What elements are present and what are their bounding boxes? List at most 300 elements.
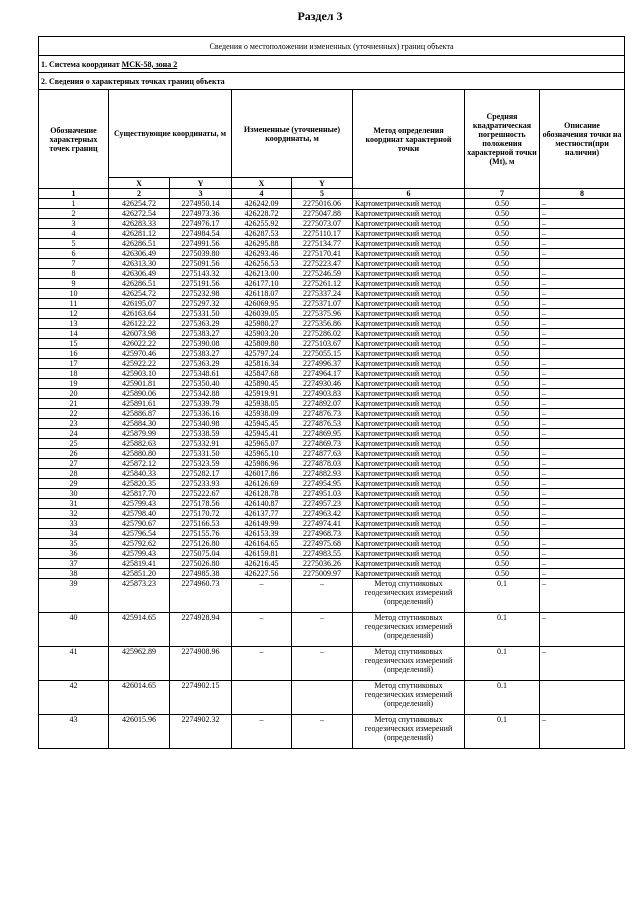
table-row <box>39 289 625 299</box>
changed-y-cell: 2274892.07 <box>292 399 353 409</box>
description-cell: – <box>540 289 625 299</box>
existing-y-cell: 2275363.29 <box>170 359 232 369</box>
changed-y-cell: – <box>292 613 353 647</box>
point-number-cell: 14 <box>39 329 109 339</box>
changed-x-cell: 426140.87 <box>232 499 292 509</box>
header-changed-coords: Измененные (уточненные) координаты, м <box>232 90 353 178</box>
point-number-cell: 28 <box>39 469 109 479</box>
accuracy-cell: 0.50 <box>465 349 540 359</box>
existing-y-cell: 2275331.50 <box>170 309 232 319</box>
table-row <box>39 199 625 209</box>
accuracy-cell: 0.50 <box>465 559 540 569</box>
method-cell: Картометрический метод <box>353 519 465 529</box>
description-cell: – <box>540 459 625 469</box>
header-existing-coords: Существующие координаты, м <box>109 90 232 178</box>
point-number-cell: 42 <box>39 681 109 715</box>
method-cell: Картометрический метод <box>353 369 465 379</box>
table-row <box>39 449 625 459</box>
existing-y-cell: 2275390.08 <box>170 339 232 349</box>
existing-y-cell: 2275170.72 <box>170 509 232 519</box>
existing-x-cell: 425891.61 <box>109 399 170 409</box>
changed-x-cell: 426118.07 <box>232 289 292 299</box>
description-cell: – <box>540 239 625 249</box>
accuracy-cell: 0.50 <box>465 459 540 469</box>
description-cell <box>540 529 625 539</box>
existing-x-cell: 425873.23 <box>109 579 170 613</box>
accuracy-cell: 0.50 <box>465 319 540 329</box>
existing-y-cell: 2275026.80 <box>170 559 232 569</box>
existing-x-cell: 425922.22 <box>109 359 170 369</box>
method-cell: Картометрический метод <box>353 269 465 279</box>
existing-y-cell: 2275091.56 <box>170 259 232 269</box>
table-row <box>39 399 625 409</box>
description-cell: – <box>540 329 625 339</box>
existing-x-cell: 425970.46 <box>109 349 170 359</box>
changed-x-cell: 426295.88 <box>232 239 292 249</box>
point-number-cell: 27 <box>39 459 109 469</box>
table-row <box>39 209 625 219</box>
table-row <box>39 569 625 579</box>
description-cell: – <box>540 429 625 439</box>
changed-x-cell: 426293.46 <box>232 249 292 259</box>
method-cell: Картометрический метод <box>353 259 465 269</box>
existing-x-cell: 425817.70 <box>109 489 170 499</box>
point-number-cell: 1 <box>39 199 109 209</box>
description-cell: – <box>540 469 625 479</box>
changed-x-cell: 426149.99 <box>232 519 292 529</box>
method-cell: Картометрический метод <box>353 479 465 489</box>
table-row <box>39 647 625 681</box>
changed-y-cell: 2275286.02 <box>292 329 353 339</box>
method-cell: Картометрический метод <box>353 199 465 209</box>
accuracy-cell: 0.50 <box>465 549 540 559</box>
description-cell: – <box>540 549 625 559</box>
existing-y-cell: 2275340.98 <box>170 419 232 429</box>
changed-y-cell: 2275337.24 <box>292 289 353 299</box>
description-cell: – <box>540 613 625 647</box>
point-number-cell: 16 <box>39 349 109 359</box>
column-number: 6 <box>353 189 465 199</box>
changed-y-cell: 2274983.55 <box>292 549 353 559</box>
changed-x-cell: 425965.10 <box>232 449 292 459</box>
existing-y-cell: 2275332.91 <box>170 439 232 449</box>
accuracy-cell: 0.50 <box>465 209 540 219</box>
existing-y-cell: 2274950.14 <box>170 199 232 209</box>
accuracy-cell: 0.50 <box>465 269 540 279</box>
method-cell: Метод спутниковых геодезических измерений (определений) <box>353 647 465 681</box>
table-row <box>39 681 625 715</box>
changed-y-cell: 2274975.68 <box>292 539 353 549</box>
table-row <box>39 469 625 479</box>
table-row <box>39 539 625 549</box>
changed-y-cell: 2274996.37 <box>292 359 353 369</box>
point-number-cell: 22 <box>39 409 109 419</box>
method-cell: Метод спутниковых геодезических измерений (определений) <box>353 579 465 613</box>
method-cell: Метод спутниковых геодезических измерений (определений) <box>353 715 465 749</box>
changed-x-cell: 425890.45 <box>232 379 292 389</box>
accuracy-cell: 0.50 <box>465 439 540 449</box>
method-cell: Картометрический метод <box>353 559 465 569</box>
changed-x-cell: 426256.53 <box>232 259 292 269</box>
method-cell: Картометрический метод <box>353 549 465 559</box>
header-x2: X <box>232 178 292 189</box>
header-accuracy: Средняя квадратическая погрешность положения характерной точки (Mt), м <box>465 90 540 189</box>
changed-y-cell: 2275103.67 <box>292 339 353 349</box>
point-number-cell: 5 <box>39 239 109 249</box>
header-x: X <box>109 178 170 189</box>
changed-y-cell: 2275223.47 <box>292 259 353 269</box>
point-number-cell: 21 <box>39 399 109 409</box>
changed-x-cell: 426287.53 <box>232 229 292 239</box>
point-number-cell: 35 <box>39 539 109 549</box>
description-cell <box>540 439 625 449</box>
point-number-cell: 38 <box>39 569 109 579</box>
existing-y-cell: 2275166.53 <box>170 519 232 529</box>
existing-x-cell: 425886.87 <box>109 409 170 419</box>
table-row <box>39 579 625 613</box>
points-section-label: 2. Сведения о характерных точках границ объекта <box>39 73 625 90</box>
changed-y-cell: 2275047.88 <box>292 209 353 219</box>
changed-y-cell: 2275375.96 <box>292 309 353 319</box>
existing-y-cell: 2274976.17 <box>170 219 232 229</box>
point-number-cell: 19 <box>39 379 109 389</box>
changed-y-cell: 2274930.46 <box>292 379 353 389</box>
existing-x-cell: 425790.67 <box>109 519 170 529</box>
method-cell: Картометрический метод <box>353 469 465 479</box>
description-cell <box>540 349 625 359</box>
method-cell: Картометрический метод <box>353 229 465 239</box>
description-cell: – <box>540 715 625 749</box>
existing-x-cell: 425880.80 <box>109 449 170 459</box>
existing-x-cell: 425792.62 <box>109 539 170 549</box>
existing-x-cell: 426015.96 <box>109 715 170 749</box>
accuracy-cell: 0.50 <box>465 289 540 299</box>
description-cell: – <box>540 249 625 259</box>
existing-x-cell: 425882.63 <box>109 439 170 449</box>
existing-y-cell: 2274928.94 <box>170 613 232 647</box>
existing-x-cell: 425890.06 <box>109 389 170 399</box>
point-number-cell: 2 <box>39 209 109 219</box>
changed-x-cell: 426069.95 <box>232 299 292 309</box>
accuracy-cell: 0.50 <box>465 409 540 419</box>
point-number-cell: 24 <box>39 429 109 439</box>
existing-y-cell: 2275232.98 <box>170 289 232 299</box>
description-cell: – <box>540 569 625 579</box>
description-cell: – <box>540 339 625 349</box>
method-cell: Картометрический метод <box>353 409 465 419</box>
method-cell: Картометрический метод <box>353 289 465 299</box>
existing-y-cell: 2275233.93 <box>170 479 232 489</box>
description-cell: – <box>540 199 625 209</box>
description-cell: – <box>540 499 625 509</box>
changed-x-cell: 426216.45 <box>232 559 292 569</box>
existing-x-cell: 426163.64 <box>109 309 170 319</box>
coordinate-system-label: 1. Система координат <box>41 59 120 69</box>
existing-y-cell: 2275383.27 <box>170 349 232 359</box>
changed-y-cell: 2275073.07 <box>292 219 353 229</box>
existing-x-cell: 426286.51 <box>109 239 170 249</box>
changed-y-cell: 2275009.97 <box>292 569 353 579</box>
changed-x-cell: 425816.34 <box>232 359 292 369</box>
existing-x-cell: 425819.41 <box>109 559 170 569</box>
changed-y-cell: 2274951.03 <box>292 489 353 499</box>
changed-x-cell: 426164.65 <box>232 539 292 549</box>
point-number-cell: 29 <box>39 479 109 489</box>
description-cell: – <box>540 449 625 459</box>
existing-y-cell: 2275039.80 <box>170 249 232 259</box>
existing-y-cell: 2275331.50 <box>170 449 232 459</box>
table-row <box>39 559 625 569</box>
changed-y-cell: 2274974.41 <box>292 519 353 529</box>
description-cell: – <box>540 559 625 569</box>
changed-x-cell: – <box>232 613 292 647</box>
table-row <box>39 549 625 559</box>
changed-x-cell: 425919.91 <box>232 389 292 399</box>
description-cell: – <box>540 399 625 409</box>
changed-x-cell <box>232 681 292 715</box>
point-number-cell: 26 <box>39 449 109 459</box>
table-row <box>39 613 625 647</box>
method-cell: Картометрический метод <box>353 379 465 389</box>
accuracy-cell: 0.50 <box>465 379 540 389</box>
existing-y-cell: 2275336.16 <box>170 409 232 419</box>
table-row <box>39 299 625 309</box>
existing-x-cell: 426306.49 <box>109 249 170 259</box>
changed-x-cell: 426017.86 <box>232 469 292 479</box>
changed-x-cell: 426227.56 <box>232 569 292 579</box>
accuracy-cell: 0.50 <box>465 309 540 319</box>
method-cell: Картометрический метод <box>353 449 465 459</box>
table-row <box>39 319 625 329</box>
description-cell: – <box>540 509 625 519</box>
header-method: Метод определения координат характерной точки <box>353 90 465 189</box>
description-cell: – <box>540 269 625 279</box>
changed-y-cell: 2274869.95 <box>292 429 353 439</box>
description-cell: – <box>540 319 625 329</box>
description-cell: – <box>540 379 625 389</box>
changed-y-cell: 2275371.07 <box>292 299 353 309</box>
existing-x-cell: 425884.30 <box>109 419 170 429</box>
accuracy-cell: 0.50 <box>465 419 540 429</box>
column-number: 1 <box>39 189 109 199</box>
method-cell: Картометрический метод <box>353 319 465 329</box>
point-number-cell: 10 <box>39 289 109 299</box>
existing-y-cell: 2275222.67 <box>170 489 232 499</box>
changed-y-cell: 2274957.23 <box>292 499 353 509</box>
accuracy-cell: 0.50 <box>465 399 540 409</box>
existing-y-cell: 2275282.17 <box>170 469 232 479</box>
accuracy-cell: 0.50 <box>465 489 540 499</box>
method-cell: Картометрический метод <box>353 249 465 259</box>
point-number-cell: 18 <box>39 369 109 379</box>
changed-y-cell: 2274882.93 <box>292 469 353 479</box>
description-cell: – <box>540 539 625 549</box>
existing-x-cell: 426254.72 <box>109 199 170 209</box>
method-cell: Картометрический метод <box>353 329 465 339</box>
changed-y-cell: 2274876.53 <box>292 419 353 429</box>
existing-x-cell: 425914.65 <box>109 613 170 647</box>
changed-x-cell: 426255.92 <box>232 219 292 229</box>
accuracy-cell: 0.1 <box>465 681 540 715</box>
changed-y-cell: 2275016.06 <box>292 199 353 209</box>
existing-y-cell: 2274985.38 <box>170 569 232 579</box>
existing-x-cell: 426272.54 <box>109 209 170 219</box>
point-number-cell: 11 <box>39 299 109 309</box>
existing-x-cell: 425799.43 <box>109 499 170 509</box>
table-row <box>39 379 625 389</box>
header-y2: Y <box>292 178 353 189</box>
description-cell: – <box>540 479 625 489</box>
changed-y-cell: 2274869.73 <box>292 439 353 449</box>
changed-x-cell: 425797.24 <box>232 349 292 359</box>
changed-y-cell: 2275110.17 <box>292 229 353 239</box>
accuracy-cell: 0.50 <box>465 499 540 509</box>
existing-y-cell: 2275363.29 <box>170 319 232 329</box>
section-title: Сведения о местоположении измененных (уточненных) границ объекта <box>39 37 625 56</box>
changed-x-cell: – <box>232 715 292 749</box>
table-row <box>39 339 625 349</box>
existing-y-cell: 2275191.56 <box>170 279 232 289</box>
accuracy-cell: 0.50 <box>465 519 540 529</box>
existing-x-cell: 425820.35 <box>109 479 170 489</box>
point-number-cell: 33 <box>39 519 109 529</box>
existing-y-cell: 2275126.80 <box>170 539 232 549</box>
point-number-cell: 6 <box>39 249 109 259</box>
description-cell: – <box>540 647 625 681</box>
accuracy-cell: 0.1 <box>465 579 540 613</box>
method-cell: Картометрический метод <box>353 209 465 219</box>
column-number: 8 <box>540 189 625 199</box>
changed-x-cell: 426137.77 <box>232 509 292 519</box>
method-cell: Картометрический метод <box>353 539 465 549</box>
accuracy-cell: 0.50 <box>465 279 540 289</box>
method-cell: Картометрический метод <box>353 509 465 519</box>
existing-x-cell: 426286.51 <box>109 279 170 289</box>
point-number-cell: 39 <box>39 579 109 613</box>
table-row <box>39 239 625 249</box>
existing-y-cell: 2274991.56 <box>170 239 232 249</box>
existing-x-cell: 425901.81 <box>109 379 170 389</box>
point-number-cell: 25 <box>39 439 109 449</box>
changed-y-cell: 2275356.86 <box>292 319 353 329</box>
table-row <box>39 369 625 379</box>
accuracy-cell: 0.50 <box>465 389 540 399</box>
changed-x-cell: 425938.05 <box>232 399 292 409</box>
accuracy-cell: 0.50 <box>465 449 540 459</box>
table-row <box>39 229 625 239</box>
point-number-cell: 15 <box>39 339 109 349</box>
existing-x-cell: 425798.40 <box>109 509 170 519</box>
table-row <box>39 269 625 279</box>
method-cell: Картометрический метод <box>353 489 465 499</box>
existing-x-cell: 425962.89 <box>109 647 170 681</box>
point-number-cell: 4 <box>39 229 109 239</box>
changed-y-cell: 2275134.77 <box>292 239 353 249</box>
changed-x-cell: 426177.10 <box>232 279 292 289</box>
point-number-cell: 43 <box>39 715 109 749</box>
description-cell: – <box>540 519 625 529</box>
table-row <box>39 489 625 499</box>
table-row <box>39 419 625 429</box>
table-row <box>39 329 625 339</box>
changed-x-cell: 426213.00 <box>232 269 292 279</box>
table-row <box>39 429 625 439</box>
coordinate-system-value: МСК-58, зона 2 <box>121 59 178 69</box>
coordinate-system-row <box>39 56 625 73</box>
existing-y-cell: 2275338.59 <box>170 429 232 439</box>
table-row <box>39 509 625 519</box>
changed-y-cell: 2274963.42 <box>292 509 353 519</box>
description-cell: – <box>540 419 625 429</box>
description-cell: – <box>540 389 625 399</box>
description-cell: – <box>540 489 625 499</box>
changed-y-cell: 2274877.63 <box>292 449 353 459</box>
changed-y-cell: 2274878.03 <box>292 459 353 469</box>
existing-x-cell: 425799.43 <box>109 549 170 559</box>
existing-y-cell: 2275348.61 <box>170 369 232 379</box>
table-row <box>39 359 625 369</box>
description-cell <box>540 681 625 715</box>
accuracy-cell: 0.50 <box>465 259 540 269</box>
method-cell: Картометрический метод <box>353 309 465 319</box>
column-number: 3 <box>170 189 232 199</box>
accuracy-cell: 0.50 <box>465 329 540 339</box>
existing-x-cell: 426254.72 <box>109 289 170 299</box>
point-number-cell: 7 <box>39 259 109 269</box>
changed-y-cell <box>292 681 353 715</box>
changed-y-cell: 2274954.95 <box>292 479 353 489</box>
description-cell: – <box>540 369 625 379</box>
accuracy-cell: 0.50 <box>465 369 540 379</box>
accuracy-cell: 0.1 <box>465 613 540 647</box>
description-cell: – <box>540 219 625 229</box>
changed-x-cell: 426128.78 <box>232 489 292 499</box>
point-number-cell: 40 <box>39 613 109 647</box>
accuracy-cell: 0.50 <box>465 509 540 519</box>
changed-x-cell: – <box>232 647 292 681</box>
existing-y-cell: 2275323.59 <box>170 459 232 469</box>
accuracy-cell: 0.50 <box>465 359 540 369</box>
description-cell: – <box>540 309 625 319</box>
existing-x-cell: 426073.98 <box>109 329 170 339</box>
point-number-cell: 20 <box>39 389 109 399</box>
point-number-cell: 17 <box>39 359 109 369</box>
point-number-cell: 12 <box>39 309 109 319</box>
changed-x-cell: 426126.69 <box>232 479 292 489</box>
changed-x-cell: 425986.96 <box>232 459 292 469</box>
changed-x-cell: 425980.27 <box>232 319 292 329</box>
description-cell: – <box>540 229 625 239</box>
point-number-cell: 13 <box>39 319 109 329</box>
accuracy-cell: 0.1 <box>465 647 540 681</box>
description-cell: – <box>540 209 625 219</box>
header-point-id: Обозначение характерных точек границ <box>39 90 109 189</box>
existing-y-cell: 2274902.32 <box>170 715 232 749</box>
existing-x-cell: 426122.22 <box>109 319 170 329</box>
changed-y-cell: 2274903.83 <box>292 389 353 399</box>
existing-y-cell: 2274973.36 <box>170 209 232 219</box>
changed-x-cell: 426228.72 <box>232 209 292 219</box>
method-cell: Картометрический метод <box>353 359 465 369</box>
description-cell: – <box>540 409 625 419</box>
existing-y-cell: 2274908.96 <box>170 647 232 681</box>
method-cell: Картометрический метод <box>353 349 465 359</box>
changed-x-cell: 425809.80 <box>232 339 292 349</box>
table-row <box>39 259 625 269</box>
table-row <box>39 519 625 529</box>
point-number-cell: 23 <box>39 419 109 429</box>
changed-x-cell: 426039.05 <box>232 309 292 319</box>
